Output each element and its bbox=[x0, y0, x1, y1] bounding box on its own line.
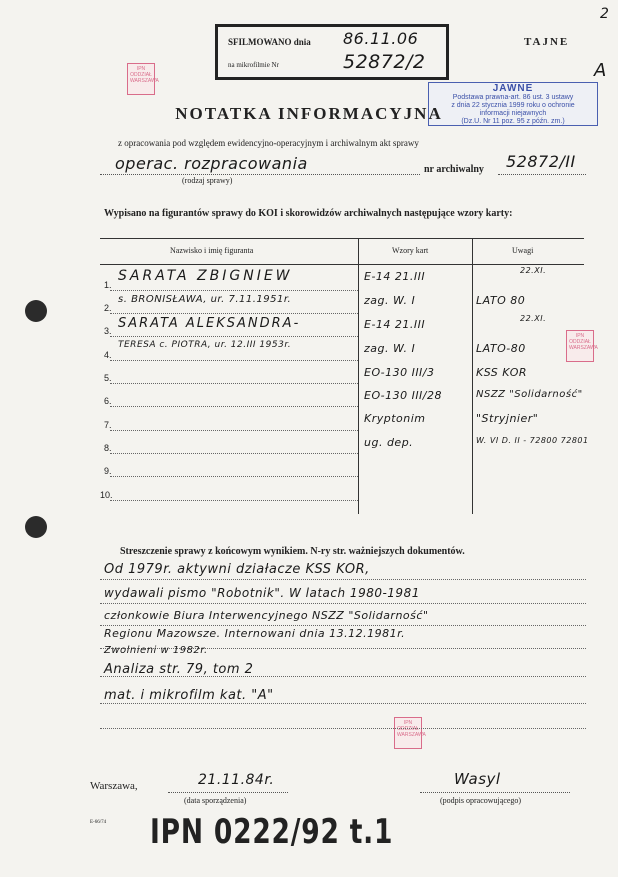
film-stamp bbox=[215, 24, 449, 80]
row-card: ug. dep. bbox=[364, 436, 414, 449]
row-number: 9. bbox=[104, 466, 112, 476]
row-note: LATO 80 bbox=[476, 294, 526, 307]
signature: Wasyl bbox=[454, 770, 501, 788]
summary-line: członkowie Biura Interwencyjnego NSZZ "Solidarność" bbox=[104, 609, 429, 622]
figurant-table bbox=[100, 238, 589, 514]
ipn-red-stamp-top bbox=[127, 63, 159, 95]
case-type-caption: (rodzaj sprawy) bbox=[182, 176, 233, 185]
row-card: zag. W. I bbox=[364, 294, 416, 307]
row-name: TERESA c. PIOTRA, ur. 12.III 1953r. bbox=[118, 340, 292, 350]
row-note: "Stryjnier" bbox=[476, 412, 539, 425]
summary-line: wydawali pismo "Robotnik". W latach 1980-1981 bbox=[104, 586, 420, 600]
header-notes: Uwagi bbox=[512, 246, 534, 255]
microfilm-number: 52872/2 bbox=[343, 51, 426, 73]
ipn-number: IPN 0222/92 t.1 bbox=[150, 812, 394, 852]
ipn-red-stamp-middle bbox=[394, 717, 426, 749]
filmed-date: 86.11.06 bbox=[343, 29, 419, 48]
row-name: SARATA ALEKSANDRA- bbox=[118, 316, 301, 331]
microfilm-label: na mikrofilmie Nr bbox=[228, 61, 279, 69]
signature-caption: (podpis opracowującego) bbox=[440, 796, 522, 805]
mark-a: A bbox=[594, 60, 607, 81]
summary-line: Analiza str. 79, tom 2 bbox=[104, 662, 254, 677]
summary-line: Od 1979r. aktywni działacze KSS KOR, bbox=[104, 562, 370, 577]
punch-hole-top bbox=[25, 300, 47, 322]
row-note: 22.XI. bbox=[520, 314, 547, 323]
signature-line bbox=[420, 792, 570, 793]
header-name: Nazwisko i imię figuranta bbox=[170, 246, 254, 255]
case-type-line bbox=[100, 174, 420, 175]
date-value: 21.11.84r. bbox=[198, 772, 275, 788]
row-number: 7. bbox=[104, 420, 112, 430]
row-note: W. VI D. II - 72800 72801 bbox=[476, 436, 589, 445]
archive-number: 52872/II bbox=[506, 152, 576, 171]
archive-line bbox=[498, 174, 586, 175]
jawne-line-4: (Dz.U. Nr 11 poz. 95 z późn. zm.) bbox=[461, 118, 565, 125]
summary-line: Zwolnieni w 1982r. bbox=[104, 645, 208, 656]
row-number: 8. bbox=[104, 443, 112, 453]
document-subtitle: z opracowania pod względem ewidencyjno-operacyjnym i archiwalnym akt sprawy bbox=[118, 138, 419, 148]
row-number: 1. bbox=[104, 280, 112, 290]
punch-hole-bottom bbox=[25, 516, 47, 538]
row-note: LATO-80 bbox=[476, 342, 526, 355]
row-card: E-14 21.III bbox=[364, 270, 426, 283]
date-caption: (data sporządzenia) bbox=[184, 796, 247, 805]
row-name: s. BRONISŁAWA, ur. 7.11.1951r. bbox=[118, 294, 292, 305]
row-number: 4. bbox=[104, 350, 112, 360]
jawne-line-1: Podstawa prawna-art. 86 ust. 3 ustawy bbox=[452, 94, 574, 101]
row-number: 5. bbox=[104, 373, 112, 383]
jawne-title: JAWNE bbox=[492, 83, 534, 94]
city-label: Warszawa, bbox=[90, 780, 138, 792]
summary-label: Streszczenie sprawy z końcowym wynikiem. N-ry str. ważniejszych dokumentów. bbox=[120, 546, 465, 557]
row-number: 10. bbox=[100, 490, 113, 500]
classification-label: TAJNE bbox=[524, 36, 570, 48]
form-code: E-66/74 bbox=[90, 820, 107, 825]
row-note: 22.XI. bbox=[520, 266, 547, 275]
red-stamp-text: IPN ODDZIAŁ WARSZAWA bbox=[569, 333, 598, 351]
intro-text: Wypisano na figurantów sprawy do KOI i skorowidzów archiwalnych następujące wzory karty: bbox=[104, 208, 513, 219]
row-card: Kryptonim bbox=[364, 412, 426, 425]
row-note: KSS KOR bbox=[476, 366, 528, 379]
summary-line: Regionu Mazowsze. Internowani dnia 13.12.1981r. bbox=[104, 627, 406, 640]
row-card: EO-130 III/28 bbox=[364, 389, 443, 402]
document-title: NOTATKA INFORMACYJNA bbox=[175, 104, 443, 123]
red-stamp-text: IPN ODDZIAŁ WARSZAWA bbox=[397, 720, 426, 738]
date-line bbox=[168, 792, 288, 793]
row-card: EO-130 III/3 bbox=[364, 366, 435, 379]
corner-number: 2 bbox=[600, 6, 610, 22]
row-note: NSZZ "Solidarność" bbox=[476, 389, 583, 400]
row-number: 2. bbox=[104, 303, 112, 313]
row-number: 6. bbox=[104, 396, 112, 406]
row-card: E-14 21.III bbox=[364, 318, 426, 331]
case-type: operac. rozpracowania bbox=[115, 154, 308, 173]
archive-label: nr archiwalny bbox=[424, 164, 484, 175]
row-card: zag. W. I bbox=[364, 342, 416, 355]
jawne-line-3: informacji niejawnych bbox=[479, 110, 547, 117]
red-stamp-text: IPN ODDZIAŁ WARSZAWA bbox=[130, 66, 159, 84]
header-cards: Wzory kart bbox=[392, 246, 429, 255]
row-name: SARATA ZBIGNIEW bbox=[118, 268, 293, 284]
jawne-line-2: z dnia 22 stycznia 1999 roku o ochronie bbox=[451, 102, 575, 109]
filmed-label: SFILMOWANO dnia bbox=[228, 37, 311, 47]
summary-line: mat. i mikrofilm kat. "A" bbox=[104, 688, 274, 703]
row-number: 3. bbox=[104, 326, 112, 336]
